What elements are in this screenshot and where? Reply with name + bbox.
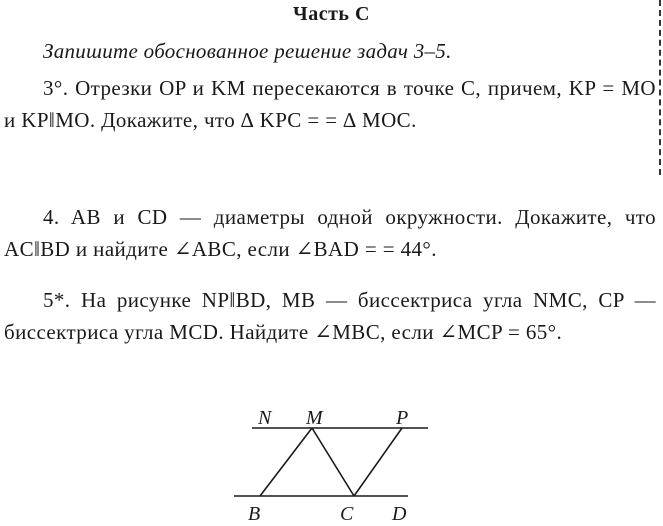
label-c: C: [340, 503, 354, 525]
problem-5-text: На рисунке NP‖BD, MB — биссектриса угла NMC, CP — биссектриса угла MCD. Найдите ∠MBC, если ∠MCP = 65°.: [4, 288, 656, 344]
segment-cp: [354, 428, 402, 496]
instructions-text: Запишите обоснованное решение задач 3–5.: [43, 39, 452, 63]
problem-4-text: AB и CD — диаметры одной окружности. Докажите, что AC‖BD и найдите ∠ABC, если ∠BAD = = 44°.: [4, 205, 656, 261]
problem-5-number: 5*.: [43, 288, 71, 312]
label-n: N: [258, 407, 272, 429]
segment-mb: [260, 428, 312, 496]
label-p: P: [396, 407, 409, 429]
label-d: D: [392, 503, 407, 525]
label-m: M: [306, 407, 323, 429]
section-title: Часть C: [293, 3, 370, 25]
problem-3-number: 3°.: [43, 76, 69, 100]
problem-4-number: 4.: [43, 205, 60, 229]
label-b: B: [248, 503, 261, 525]
segment-mc: [312, 428, 354, 496]
problem-3-text: Отрезки OP и KM пересекаются в точке C, причем, KP = MO и KP‖MO. Докажите, что ∆ KPC = = ∆ MOC.: [4, 76, 656, 132]
